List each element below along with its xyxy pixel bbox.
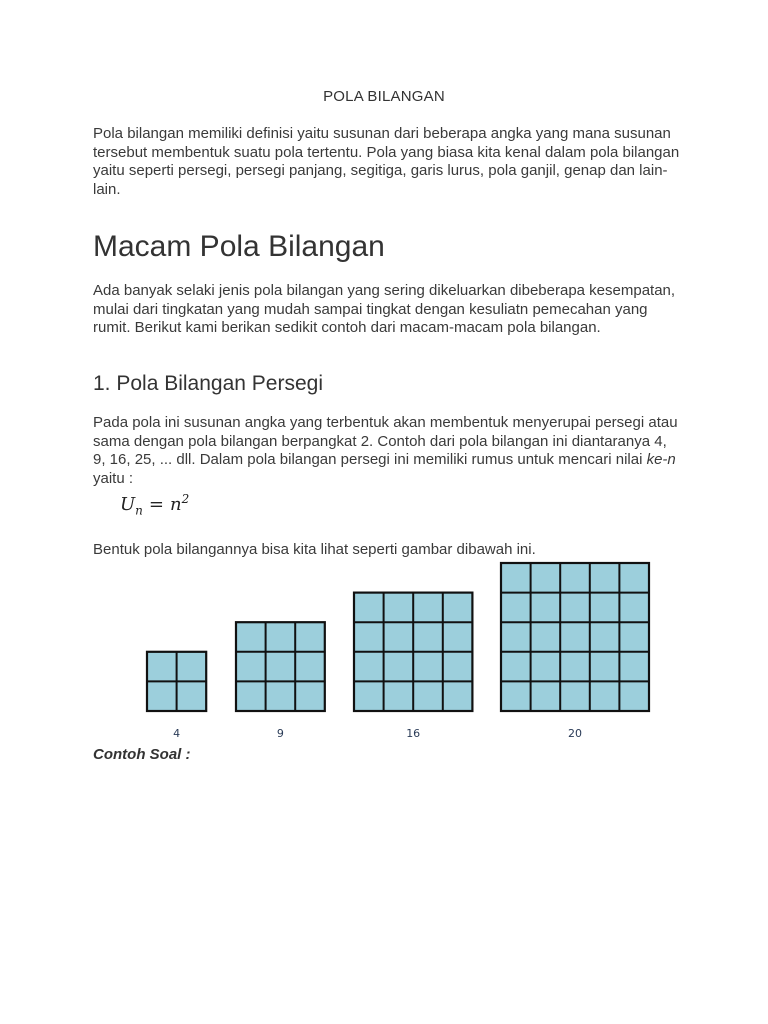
square-grid-fill — [236, 622, 325, 711]
square-grid-label: 9 — [276, 727, 284, 740]
bentuk-paragraph: Bentuk pola bilangannya bisa kita lihat seperti gambar dibawah ini. — [93, 541, 536, 558]
document-title: POLA BILANGAN — [323, 88, 445, 105]
square-pattern-figure — [0, 560, 768, 750]
heading-macam-pola-bilangan: Macam Pola Bilangan — [93, 230, 385, 263]
formula-lhs: U — [120, 494, 136, 515]
formula-rhs: n — [170, 494, 182, 515]
square-grid-4 — [147, 652, 206, 740]
square-grid-16 — [354, 593, 472, 740]
square-grid-20 — [501, 563, 649, 740]
square-grid-label: 20 — [568, 727, 582, 740]
formula-equals: = — [148, 494, 164, 515]
square-grid-9 — [236, 622, 325, 740]
macam-paragraph: Ada banyak selaki jenis pola bilangan yang sering dikeluarkan dibeberapa kesempatan, mulai dari tingkatan yang mudah sampai tingkat dengan kesuliatn pemecahan yang rumit. Berikut kami berikan sedikit contoh dari macam-macam pola bilangan. — [93, 282, 676, 336]
formula-rhs-superscript: 2 — [181, 492, 190, 506]
intro-paragraph: Pola bilangan memiliki definisi yaitu susunan dari beberapa angka yang mana susunan tersebut membentuk suatu pola tertentu. Pola yang biasa kita kenal dalam pola bilangan yaitu seperti persegi, persegi panjang, segitiga, garis lurus, pola ganjil, genap dan lain-lain. — [93, 125, 680, 198]
heading-pola-bilangan-persegi: 1. Pola Bilangan Persegi — [93, 372, 323, 395]
persegi-paragraph-emphasis: ke-n — [646, 451, 676, 468]
formula-un — [120, 492, 189, 518]
persegi-paragraph-end: yaitu : — [93, 469, 134, 487]
persegi-paragraph — [93, 414, 683, 488]
contoh-soal-label: Contoh Soal : — [93, 746, 191, 763]
formula-lhs-subscript: n — [135, 503, 143, 518]
square-grid-label: 16 — [406, 727, 421, 740]
persegi-paragraph-text: Pada pola ini susunan angka yang terbentuk akan membentuk menyerupai persegi atau sama dengan pola bilangan berpangkat 2. Contoh dari pola bilangan ini diantaranya 4, 9, 16, 25, ... dll. Dalam pola bilangan persegi ini memiliki rumus untuk mencari nilai — [93, 414, 678, 468]
square-grid-label: 4 — [173, 727, 181, 740]
square-grid-fill — [501, 563, 649, 711]
